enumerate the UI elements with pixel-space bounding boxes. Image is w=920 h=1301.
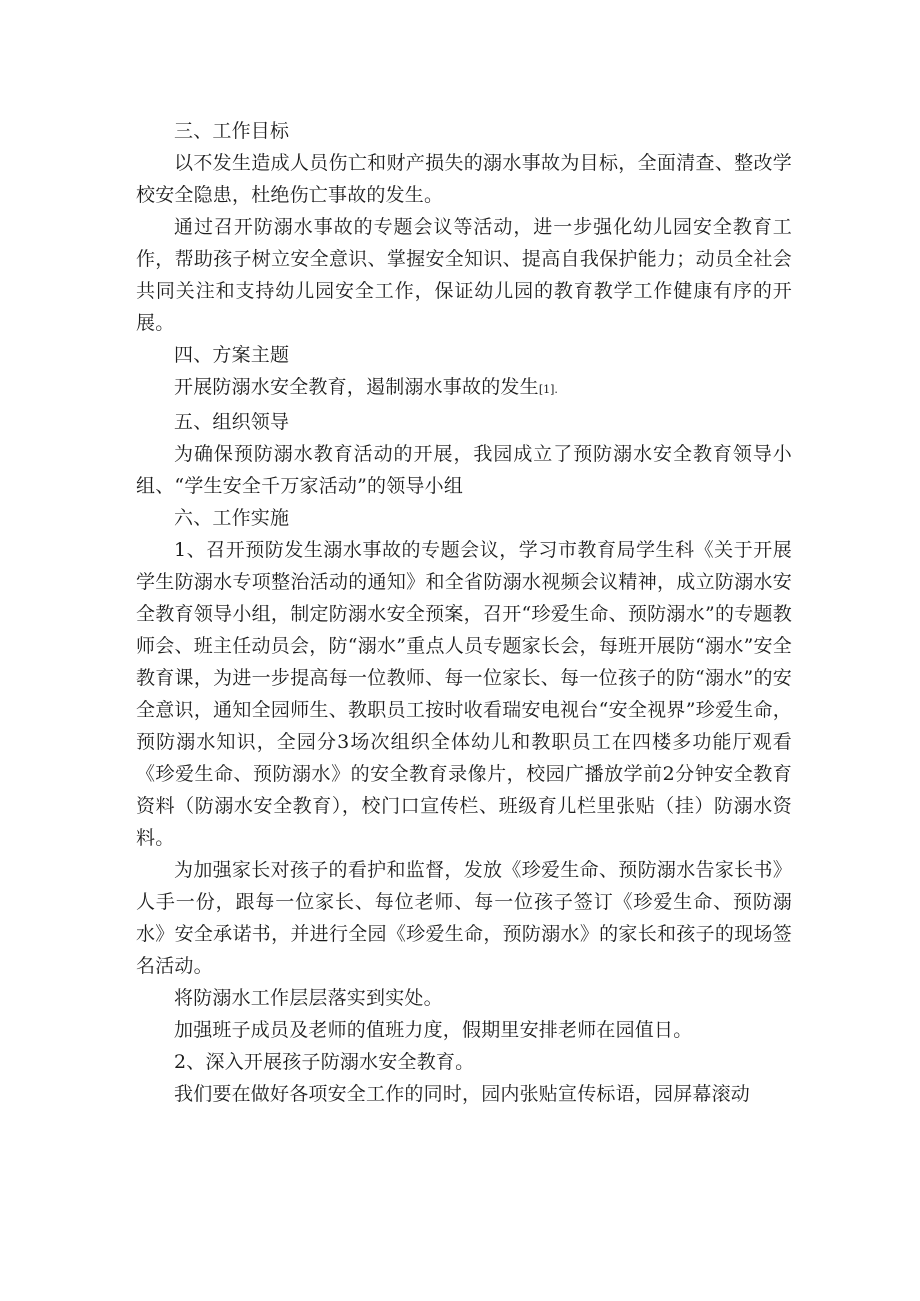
- section-heading-goals: 三、工作目标: [174, 120, 290, 142]
- paragraph: 加强班子成员及老师的值班力度，假期里安排老师在园值日。: [174, 1019, 693, 1041]
- paragraph-text: 开展防溺水安全教育，遏制溺水事故的发生: [174, 376, 539, 398]
- paragraph: 我们要在做好各项安全工作的同时，园内张贴宣传标语，园屏幕滚动: [174, 1083, 751, 1105]
- paragraph: 通过召开防溺水事故的专题会议等活动，进一步强化幼儿园安全教育工作，帮助孩子树立安全意识、掌握安全知识、提高自我保护能力；动员全社会共同关注和支持幼儿园安全工作，保证幼儿园的教育教学工作健康有序的开展。: [136, 216, 792, 334]
- reference-mark: [1].: [538, 383, 558, 396]
- paragraph: 1、召开预防发生溺水事故的专题会议，学习市教育局学生科《关于开展学生防溺水专项整治活动的通知》和全省防溺水视频会议精神，成立防溺水安全教育领导小组，制定防溺水安全预案，召开“珍爱生命、预防溺水”的专题教师会、班主任动员会，防“溺水”重点人员专题家长会，每班开展防“溺水”安全教育课，为进一步提高每一位教师、每一位家长、每一位孩子的防“溺水”的安全意识，通知全园师生、教职员工按时收看瑞安电视台“安全视界”珍爱生命，预防溺水知识，全园分3场次组织全体幼儿和教职员工在四楼多功能厅观看《珍爱生命、预防溺水》的安全教育录像片，校园广播放学前2分钟安全教育资料（防溺水安全教育），校门口宣传栏、班级育儿栏里张贴（挂）防溺水资料。: [136, 539, 792, 849]
- section-heading-implementation: 六、工作实施: [174, 507, 290, 529]
- section-heading-theme: 四、方案主题: [174, 344, 290, 366]
- paragraph: 以不发生造成人员伤亡和财产损失的溺水事故为目标，全面清查、整改学校安全隐患，杜绝伤亡事故的发生。: [136, 152, 792, 206]
- section-heading-leadership: 五、组织领导: [174, 411, 290, 433]
- paragraph-theme: [136, 371, 792, 406]
- paragraph: 为确保预防溺水教育活动的开展，我园成立了预防溺水安全教育领导小组、“学生安全千万家活动”的领导小组: [136, 443, 792, 497]
- paragraph: 为加强家长对孩子的看护和监督，发放《珍爱生命、预防溺水告家长书》人手一份，跟每一位家长、每位老师、每一位孩子签订《珍爱生命、预防溺水》安全承诺书，并进行全园《珍爱生命，预防溺水》的家长和孩子的现场签名活动。: [136, 859, 792, 977]
- paragraph: 将防溺水工作层层落实到实处。: [174, 987, 443, 1009]
- paragraph: 2、深入开展孩子防溺水安全教育。: [174, 1051, 475, 1073]
- document-body: [136, 115, 792, 1110]
